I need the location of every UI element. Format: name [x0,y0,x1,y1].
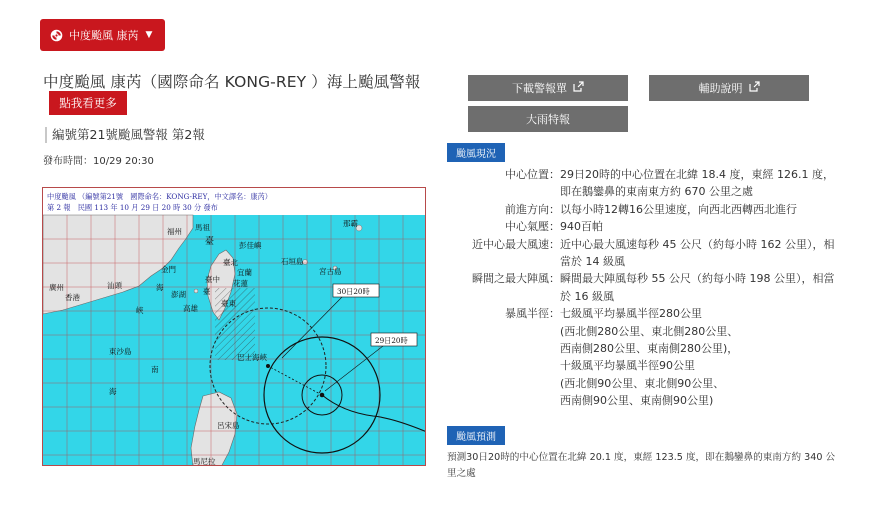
row-pressure: 中心氣壓： 940百帕 [505,220,603,234]
download-label: 下載警報單 [512,82,567,95]
map-label-taiwan: 臺 [205,237,215,247]
radius-line: 十級風平均暴風半徑90公里 [560,359,695,373]
show-more-button[interactable]: 點我看更多 [49,91,127,115]
map-label-taiwan-south: 臺 [203,287,211,296]
map-label-naha: 那霸 [343,219,358,228]
map-label-strait2: 峽 [136,306,144,315]
radius-line: (西北側90公里、東北側90公里、 [560,376,725,390]
heavy-rain-button[interactable] [468,106,628,132]
map-label-fuzhou: 福州 [167,227,182,236]
row-center-position: 中心位置： 29日20時的中心位置在北緯 18.4 度，東經 126.1 度，即在鵝鑾鼻的東南東方約 670 公里之處 [505,168,834,199]
map-label-shantou: 汕頭 [107,281,122,290]
download-warning-button[interactable] [468,75,628,101]
map-label-matsu: 馬祖 [195,223,210,232]
map-label-ishigaki: 石垣島 [281,257,304,266]
map-label-south-sea: 南 [151,365,159,374]
map-label-yilan: 宜蘭 [237,268,252,277]
map-label-manila: 馬尼拉 [193,457,216,466]
storm-center [320,393,325,398]
typhoon-selector-dropdown[interactable] [40,19,165,51]
map-label-miyako: 宮古島 [319,267,342,276]
map-label-hualien: 花蓮 [233,279,248,288]
map-label-pengjia: 彭佳嶼 [239,241,262,250]
radius-line: (西北側280公里、東北側280公里、 [560,324,739,338]
map-label-kaohsiung: 高雄 [183,304,198,313]
map-header-line2: 第 2 報 民國 113 年 10 月 29 日 20 時 30 分 發布 [47,203,218,212]
map-label-taichung: 臺中 [205,275,220,284]
map-label-taitung: 臺東 [221,299,236,308]
report-number: 編號第21號颱風警報 第2報 [45,127,205,143]
label-29: 29日20時 [375,336,408,345]
help-label: 輔助說明 [698,82,743,95]
map-label-sea2: 海 [109,387,117,396]
map-label-dongsha: 東沙島 [109,347,132,356]
external-link-icon [573,81,584,95]
chevron-down-icon: ▼ [145,30,153,40]
map-label-strait1: 海 [156,283,164,292]
dropdown-label: 中度颱風 康芮 [69,29,139,42]
current-status-tag: 颱風現況 [447,143,505,162]
forecast-tag: 颱風預測 [447,426,505,445]
label-30: 30日20時 [337,287,370,296]
forecast-text: 預測30日20時的中心位置在北緯 20.1 度，東經 123.5 度，即在鵝鑾鼻的東南方約 340 公里之處 [447,452,836,479]
map-label-luzon: 呂宋島 [217,421,240,430]
page-title: 中度颱風 康芮（國際命名 KONG-REY ）海上颱風警報 [43,73,421,91]
help-button[interactable] [649,75,809,101]
map-label-guangzhou: 廣州 [49,283,64,292]
typhoon-warning-map[interactable] [42,187,426,466]
radius-line: 七級風平均暴風半徑280公里 [560,307,702,321]
row-max-gust: 瞬間之最大陣風： 瞬間最大陣風每秒 55 公尺（約每小時 198 公里），相當於 16 級風 [472,272,835,303]
radius-line: 西南側280公里、東南側280公里)， [560,342,739,356]
row-direction: 前進方向： 以每小時12轉16公里速度，向西北西轉西北進行 [505,202,797,216]
issue-time: 發布時間：10/29 20:30 [43,156,154,167]
map-label-taipei: 臺北 [223,258,238,267]
map-header-line1: 中度颱風 （編號第21號 國際命名：KONG-REY，中文譯名：康芮） [47,192,272,201]
radius-line: 西南側90公里、東南側90公里) [560,394,714,408]
map-label-bashi: 巴士海峽 [237,353,267,362]
external-link-icon [749,81,760,95]
current-status-table [447,166,835,410]
forecast-center [266,364,270,368]
map-label-penghu: 澎湖 [171,290,186,299]
typhoon-icon [50,29,63,42]
map-label-kinmen: 金門 [161,265,176,274]
heavy-rain-label: 大雨特報 [526,113,570,126]
map-label-hongkong: 香港 [65,293,80,302]
row-max-wind: 近中心最大風速： 近中心最大風速每秒 45 公尺（約每小時 162 公里），相當於 14 級風 [472,237,835,269]
row-storm-radius: 暴風半徑： 七級風平均暴風半徑280公里 (西北側280公里、東北側280公里、 西南側280公里、東南側280公里)， 十級風平均暴風半徑90公里 (西北側90公里、東北側90公里、 西南側90公里、東南側90公里) [447,305,835,409]
